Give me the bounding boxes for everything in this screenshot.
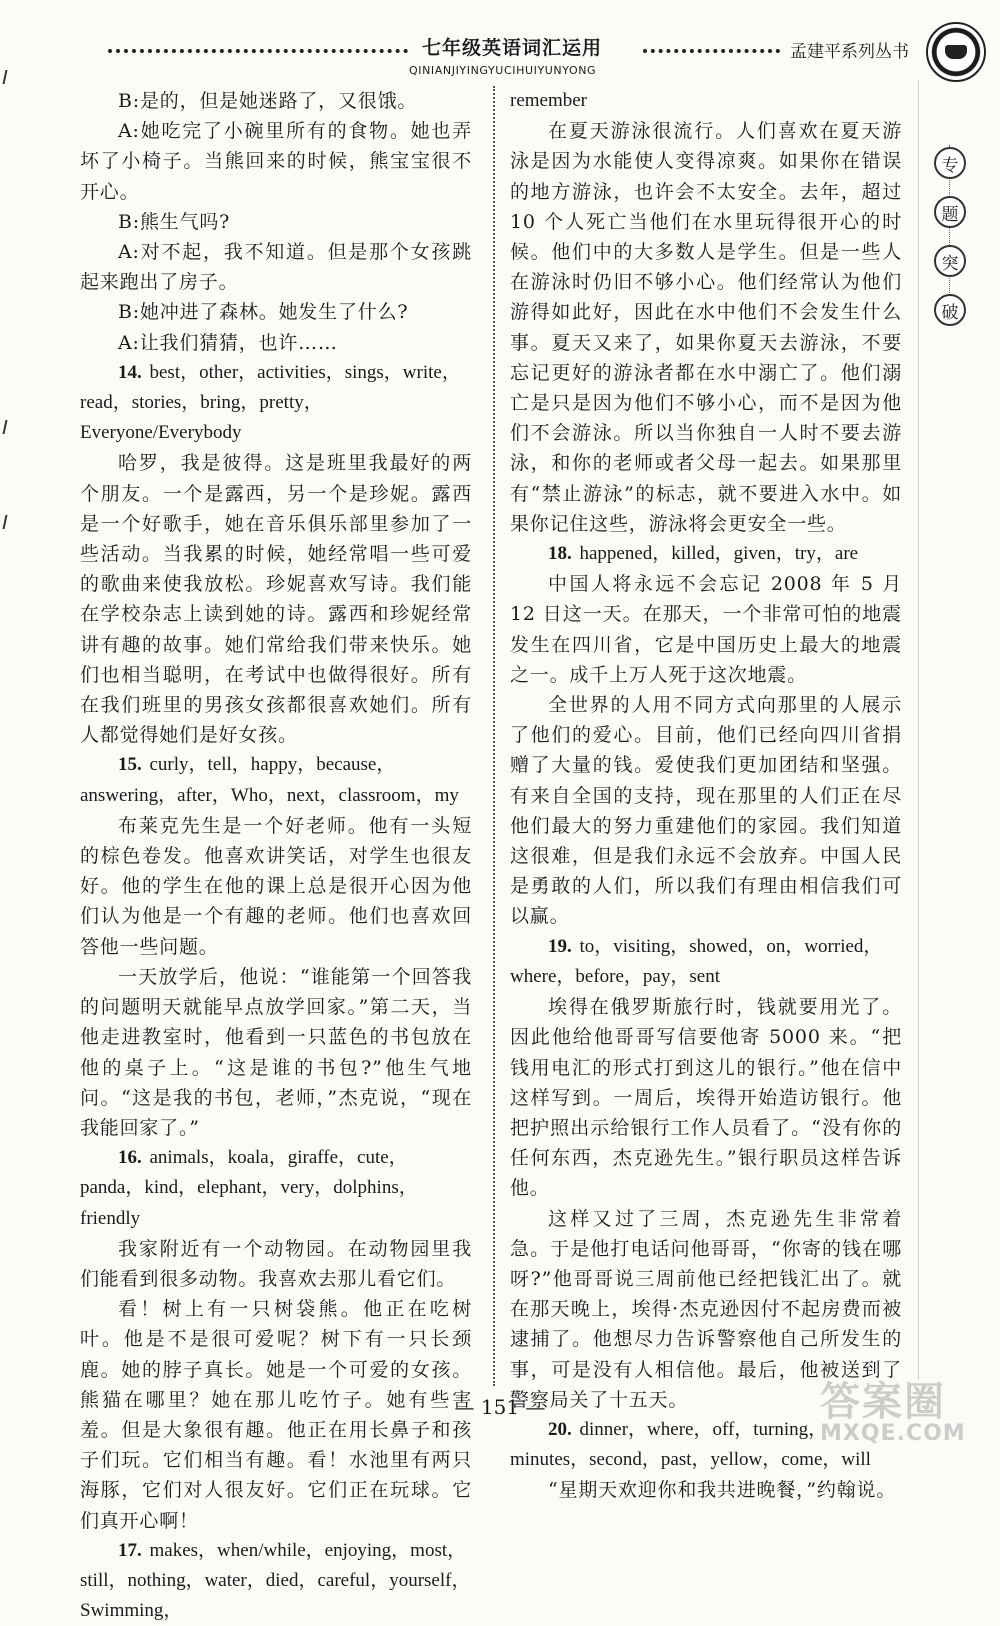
continued-answer: remember	[510, 90, 588, 111]
answer-words: animals，koala，giraffe，cute，panda，kind，elephant，very，dolphins，friendly	[80, 1147, 418, 1229]
translation-paragraph: 这样又过了三周，杰克逊先生非常着急。于是他打电话问他哥哥，“你寄的钱在哪呀?”他哥哥说三周前他已经把钱汇出了。就在那天晚上，埃得·杰克逊因付不起房费而被逮捕了。他想尽力告诉警察他自己所发生的事，可是没有人相信他。最后，他被送到了警察局关了十五天。	[510, 1207, 902, 1411]
watermark-logo	[820, 1370, 990, 1450]
question-number: 19.	[548, 935, 572, 957]
translation-paragraph: 一天放学后，他说：“谁能第一个回答我的问题明天就能早点放学回家。”第二天，当他走进教室时，他看到一只蓝色的书包放在他的桌子上。“这是谁的书包?”他生气地问。“这是我的书包，老师，”杰克说，“现在我能回家了。”	[80, 965, 472, 1139]
binding-mark	[3, 515, 16, 529]
question-number: 17.	[118, 1539, 142, 1561]
page-header	[0, 0, 1000, 90]
dialogue-line: B:是的，但是她迷路了，又很饿。	[118, 90, 418, 112]
column-divider	[493, 86, 495, 1386]
header-dotted-rule-right	[643, 49, 780, 53]
answer-words: dinner，where，off，turning，minutes，second，past，yellow，come，will	[510, 1418, 871, 1471]
answer-key	[80, 358, 472, 449]
translation-paragraph: 布莱克先生是一个好老师。他有一头短的棕色卷发。他喜欢讲笑话，对学生也很友好。他的学生在他的课上总是很开心因为他们认为他是一个有趣的老师。他们也喜欢回答他一些问题。	[80, 814, 472, 958]
answer-key	[80, 1536, 472, 1626]
book-title: 七年级英语词汇运用	[422, 37, 603, 59]
watermark-url: MXQE.COM	[820, 1421, 966, 1446]
answer-words: makes，when/while，enjoying，most，still，nothing，water，died，careful，yourself，Swimming，	[80, 1539, 471, 1622]
header-dotted-rule-left	[108, 49, 408, 53]
question-number: 14.	[118, 361, 142, 383]
translation-paragraph: 中国人将永远不会忘记 2008 年 5 月 12 日这一天。在那天，一个非常可怕的地震发生在四川省，它是中国历史上最大的地震之一。成千上万人死于这次地震。	[510, 573, 902, 686]
answer-key	[80, 750, 472, 810]
answer-key	[510, 539, 902, 569]
dialogue-line: A:她吃完了小碗里所有的食物。她也弄坏了小椅子。当熊回来的时候，熊宝宝很不开心。	[80, 120, 472, 203]
right-margin-rule	[918, 80, 919, 1380]
answer-key	[80, 1143, 472, 1234]
side-tab-2: 题	[934, 196, 966, 228]
book-emblem-icon	[926, 22, 986, 82]
series-name: 孟建平系列丛书	[790, 42, 909, 62]
answer-words: happened，killed，given，try，are	[579, 543, 859, 565]
side-tab-4: 破	[934, 294, 966, 326]
translation-paragraph: 全世界的人用不同方式向那里的人展示了他们的爱心。目前，他们已经向四川省捐赠了大量的钱。爱使我们更加团结和坚强。有来自全国的支持，现在那里的人们正在尽他们最大的努力重建他们的家园。我们知道这很难，但是我们永远不会放弃。中国人民是勇敢的人们，所以我们有理由相信我们可以赢。	[510, 694, 902, 928]
watermark-text: 答案圈	[820, 1379, 946, 1425]
book-title-pinyin: QINIANJIYINGYUCIHUIYUNYONG	[409, 64, 597, 77]
dialogue-line: A:对不起，我不知道。但是那个女孩跳起来跑出了房子。	[80, 241, 472, 294]
question-number: 20.	[548, 1418, 572, 1440]
question-number: 18.	[548, 543, 572, 565]
answer-words: best，other，activities，sings，write，read，stories，bring，pretty，Everyone/Everybody	[80, 361, 461, 444]
answer-key	[510, 932, 902, 992]
translation-paragraph: 哈罗，我是彼得。这是班里我最好的两个朋友。一个是露西，另一个是珍妮。露西是一个好歌手，她在音乐俱乐部里参加了一些活动。当我累的时候，她经常唱一些可爱的歌曲来使我放松。珍妮喜欢写诗。我们能在学校杂志上读到她的诗。露西和珍妮经常讲有趣的故事。她们常给我们带来快乐。她们也相当聪明，在考试中也做得很好。所有在我们班里的男孩女孩都很喜欢她们。所有人都觉得她们是好女孩。	[80, 452, 472, 747]
translation-paragraph: 看！树上有一只树袋熊。他正在吃树叶。他是不是很可爱呢？树下有一只长颈鹿。她的脖子真长。她是一个可爱的女孩。熊猫在哪里？她在那儿吃竹子。她有些害羞。但是大象很有趣。他正在用长鼻子和孩子们玩。它们相当有趣。看！水池里有两只海豚，它们对人很友好。它们正在玩球。它们真开心啊！	[80, 1298, 472, 1532]
question-number: 16.	[118, 1147, 142, 1169]
answer-words: to，visiting，showed，on，worried，where，before，pay，sent	[510, 935, 883, 987]
translation-paragraph: 我家附近有一个动物园。在动物园里我们能看到很多动物。我喜欢去那儿看它们。	[80, 1237, 472, 1290]
right-text-column	[510, 86, 902, 1506]
translation-paragraph: 埃得在俄罗斯旅行时，钱就要用光了。因此他给他哥哥写信要他寄 5000 来。“把钱用电汇的形式打到这儿的银行。”他在信中这样写到。一周后，埃得开始造访银行。他把护照出示给银行工作人员看了。“没有你的任何东西，杰克逊先生。”银行职员这样告诉他。	[510, 996, 902, 1200]
question-number: 15.	[118, 754, 142, 776]
dialogue-line: B:熊生气吗?	[118, 210, 231, 233]
binding-mark	[3, 420, 16, 434]
translation-paragraph: “星期天欢迎你和我共进晚餐，”约翰说。	[548, 1479, 897, 1502]
answer-words: curly，tell，happy，because，answering，after，Who，next，classroom，my	[80, 754, 459, 806]
side-tab-3: 突	[934, 245, 966, 277]
dialogue-line: B:她冲进了森林。她发生了什么?	[118, 301, 409, 324]
page-number: — 151 —	[454, 1395, 546, 1419]
dialogue-line: A:让我们猜猜，也许……	[118, 331, 338, 354]
side-tab-1: 专	[934, 147, 966, 179]
translation-paragraph: 在夏天游泳很流行。人们喜欢在夏天游泳是因为水能使人变得凉爽。如果你在错误的地方游泳，也许会不太安全。去年，超过 10 个人死亡当他们在水里玩得很开心的时候。他们中的大多数人是学生。但是一些人在游泳时仍旧不够小心。他们经常认为他们游得如此好，因此在水中他们不会发生什么事。夏天又来了，如果你夏天去游泳，不要忘记更好的游泳者都在水中溺亡了。他们溺亡是只是因为他们不够小心，而不是因为他们不会游泳。所以当你独自一人时不要去游泳，和你的老师或者父母一起去。如果那里有“禁止游泳”的标志，就不要进入水中。如果你记住这些，游泳将会更安全一些。	[510, 120, 902, 535]
